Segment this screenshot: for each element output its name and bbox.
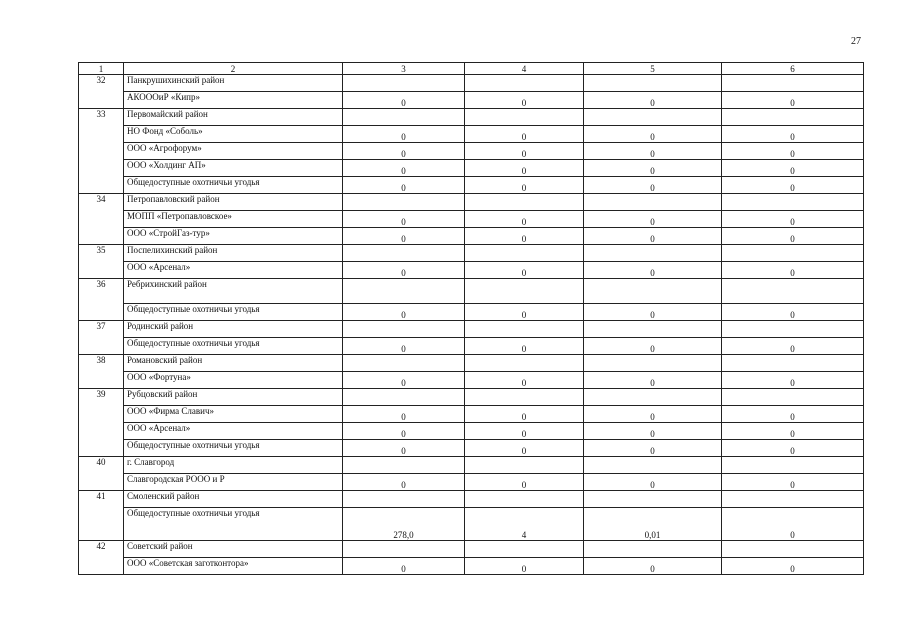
value-cell-col4: 0 bbox=[465, 211, 584, 228]
value-cell-col4: 0 bbox=[465, 304, 584, 321]
value-cell-col5: 0 bbox=[584, 160, 722, 177]
value-cell-col4: 0 bbox=[465, 474, 584, 491]
empty-cell bbox=[343, 245, 465, 262]
table-row bbox=[79, 177, 864, 194]
value-cell-col3: 0 bbox=[343, 92, 465, 109]
value-cell-col3: 0 bbox=[343, 423, 465, 440]
value-cell-col5: 0 bbox=[584, 440, 722, 457]
value-cell-col6: 0 bbox=[722, 126, 864, 143]
district-name: Советский район bbox=[124, 541, 343, 558]
header-cell: 1 bbox=[79, 63, 124, 75]
row-number: 32 bbox=[79, 75, 124, 109]
page-number: 27 bbox=[851, 36, 861, 47]
entity-name: ООО «Холдинг АП» bbox=[124, 160, 343, 177]
value-cell-col6: 0 bbox=[722, 474, 864, 491]
value-cell-col4: 0 bbox=[465, 262, 584, 279]
district-row bbox=[79, 194, 864, 211]
empty-cell bbox=[343, 279, 465, 304]
table-row bbox=[79, 262, 864, 279]
empty-cell bbox=[584, 491, 722, 508]
table-header-row bbox=[79, 63, 864, 75]
district-row bbox=[79, 355, 864, 372]
empty-cell bbox=[584, 389, 722, 406]
table-row bbox=[79, 558, 864, 575]
district-row bbox=[79, 279, 864, 304]
value-cell-col4: 0 bbox=[465, 228, 584, 245]
value-cell-col5: 0 bbox=[584, 423, 722, 440]
table-row bbox=[79, 228, 864, 245]
entity-name: НО Фонд «Соболь» bbox=[124, 126, 343, 143]
value-cell-col5: 0,01 bbox=[584, 508, 722, 541]
district-name: Родинский район bbox=[124, 321, 343, 338]
table-row bbox=[79, 211, 864, 228]
value-cell-col6: 0 bbox=[722, 177, 864, 194]
empty-cell bbox=[465, 279, 584, 304]
table-row bbox=[79, 508, 864, 541]
table-row bbox=[79, 474, 864, 491]
value-cell-col6: 0 bbox=[722, 143, 864, 160]
value-cell-col4: 0 bbox=[465, 160, 584, 177]
value-cell-col5: 0 bbox=[584, 304, 722, 321]
value-cell-col5: 0 bbox=[584, 92, 722, 109]
header-cell: 6 bbox=[722, 63, 864, 75]
empty-cell bbox=[465, 75, 584, 92]
empty-cell bbox=[722, 321, 864, 338]
value-cell-col5: 0 bbox=[584, 211, 722, 228]
value-cell-col6: 0 bbox=[722, 338, 864, 355]
value-cell-col3: 0 bbox=[343, 372, 465, 389]
value-cell-col5: 0 bbox=[584, 262, 722, 279]
value-cell-col6: 0 bbox=[722, 262, 864, 279]
header-cell: 5 bbox=[584, 63, 722, 75]
district-name: Рубцовский район bbox=[124, 389, 343, 406]
value-cell-col3: 0 bbox=[343, 440, 465, 457]
empty-cell bbox=[722, 109, 864, 126]
empty-cell bbox=[722, 541, 864, 558]
district-name: Панкрушихинский район bbox=[124, 75, 343, 92]
row-number: 42 bbox=[79, 541, 124, 575]
entity-name: ООО «Фирма Славич» bbox=[124, 406, 343, 423]
empty-cell bbox=[343, 75, 465, 92]
empty-cell bbox=[584, 75, 722, 92]
entity-name: ООО «СтройГаз-тур» bbox=[124, 228, 343, 245]
district-name: Поспелихинский район bbox=[124, 245, 343, 262]
entity-name: ООО «Агрофорум» bbox=[124, 143, 343, 160]
value-cell-col4: 0 bbox=[465, 126, 584, 143]
row-number: 36 bbox=[79, 279, 124, 321]
entity-name: Славгородская РООО и Р bbox=[124, 474, 343, 491]
district-name: г. Славгород bbox=[124, 457, 343, 474]
empty-cell bbox=[584, 109, 722, 126]
empty-cell bbox=[465, 245, 584, 262]
value-cell-col5: 0 bbox=[584, 338, 722, 355]
empty-cell bbox=[343, 355, 465, 372]
table-row bbox=[79, 160, 864, 177]
value-cell-col4: 4 bbox=[465, 508, 584, 541]
value-cell-col3: 0 bbox=[343, 474, 465, 491]
value-cell-col6: 0 bbox=[722, 372, 864, 389]
empty-cell bbox=[465, 194, 584, 211]
row-number: 37 bbox=[79, 321, 124, 355]
value-cell-col3: 0 bbox=[343, 126, 465, 143]
value-cell-col5: 0 bbox=[584, 143, 722, 160]
value-cell-col5: 0 bbox=[584, 558, 722, 575]
value-cell-col4: 0 bbox=[465, 558, 584, 575]
table-body bbox=[79, 75, 864, 575]
value-cell-col4: 0 bbox=[465, 440, 584, 457]
empty-cell bbox=[722, 279, 864, 304]
value-cell-col6: 0 bbox=[722, 558, 864, 575]
empty-cell bbox=[722, 245, 864, 262]
table-row bbox=[79, 143, 864, 160]
empty-cell bbox=[343, 321, 465, 338]
empty-cell bbox=[343, 491, 465, 508]
empty-cell bbox=[343, 194, 465, 211]
empty-cell bbox=[465, 541, 584, 558]
empty-cell bbox=[722, 389, 864, 406]
empty-cell bbox=[722, 491, 864, 508]
district-row bbox=[79, 491, 864, 508]
empty-cell bbox=[584, 355, 722, 372]
table-row bbox=[79, 92, 864, 109]
district-row bbox=[79, 541, 864, 558]
row-number: 34 bbox=[79, 194, 124, 245]
district-row bbox=[79, 245, 864, 262]
value-cell-col4: 0 bbox=[465, 423, 584, 440]
empty-cell bbox=[465, 457, 584, 474]
value-cell-col6: 0 bbox=[722, 508, 864, 541]
empty-cell bbox=[343, 541, 465, 558]
empty-cell bbox=[465, 491, 584, 508]
value-cell-col5: 0 bbox=[584, 474, 722, 491]
row-number: 35 bbox=[79, 245, 124, 279]
value-cell-col3: 0 bbox=[343, 211, 465, 228]
entity-name: Общедоступные охотничьи угодья bbox=[124, 440, 343, 457]
value-cell-col6: 0 bbox=[722, 92, 864, 109]
district-row bbox=[79, 457, 864, 474]
value-cell-col4: 0 bbox=[465, 92, 584, 109]
empty-cell bbox=[722, 75, 864, 92]
value-cell-col3: 0 bbox=[343, 228, 465, 245]
value-cell-col4: 0 bbox=[465, 177, 584, 194]
entity-name: ООО «Советская заготконтора» bbox=[124, 558, 343, 575]
empty-cell bbox=[465, 355, 584, 372]
entity-name: Общедоступные охотничьи угодья bbox=[124, 177, 343, 194]
empty-cell bbox=[584, 457, 722, 474]
empty-cell bbox=[722, 194, 864, 211]
row-number: 40 bbox=[79, 457, 124, 491]
table-row bbox=[79, 406, 864, 423]
value-cell-col5: 0 bbox=[584, 228, 722, 245]
entity-name: ООО «Арсенал» bbox=[124, 262, 343, 279]
empty-cell bbox=[584, 279, 722, 304]
row-number: 33 bbox=[79, 109, 124, 194]
value-cell-col6: 0 bbox=[722, 160, 864, 177]
value-cell-col6: 0 bbox=[722, 304, 864, 321]
data-table bbox=[78, 62, 864, 575]
district-name: Первомайский район bbox=[124, 109, 343, 126]
table-row bbox=[79, 440, 864, 457]
empty-cell bbox=[343, 109, 465, 126]
entity-name: ООО «Фортуна» bbox=[124, 372, 343, 389]
value-cell-col3: 278,0 bbox=[343, 508, 465, 541]
value-cell-col3: 0 bbox=[343, 304, 465, 321]
empty-cell bbox=[584, 321, 722, 338]
entity-name: Общедоступные охотничьи угодья bbox=[124, 338, 343, 355]
header-cell: 4 bbox=[465, 63, 584, 75]
value-cell-col3: 0 bbox=[343, 262, 465, 279]
value-cell-col6: 0 bbox=[722, 406, 864, 423]
value-cell-col4: 0 bbox=[465, 338, 584, 355]
value-cell-col4: 0 bbox=[465, 406, 584, 423]
empty-cell bbox=[584, 245, 722, 262]
empty-cell bbox=[722, 457, 864, 474]
empty-cell bbox=[343, 389, 465, 406]
row-number: 38 bbox=[79, 355, 124, 389]
value-cell-col4: 0 bbox=[465, 143, 584, 160]
district-name: Смоленский район bbox=[124, 491, 343, 508]
entity-name: ООО «Арсенал» bbox=[124, 423, 343, 440]
table-row bbox=[79, 372, 864, 389]
district-name: Романовский район bbox=[124, 355, 343, 372]
value-cell-col6: 0 bbox=[722, 423, 864, 440]
table-row bbox=[79, 126, 864, 143]
row-number: 39 bbox=[79, 389, 124, 457]
empty-cell bbox=[343, 457, 465, 474]
empty-cell bbox=[465, 109, 584, 126]
district-row bbox=[79, 321, 864, 338]
value-cell-col6: 0 bbox=[722, 228, 864, 245]
table-row bbox=[79, 338, 864, 355]
empty-cell bbox=[584, 541, 722, 558]
value-cell-col3: 0 bbox=[343, 177, 465, 194]
row-number: 41 bbox=[79, 491, 124, 541]
empty-cell bbox=[465, 389, 584, 406]
entity-name: Общедоступные охотничьи угодья bbox=[124, 304, 343, 321]
header-cell: 3 bbox=[343, 63, 465, 75]
district-row bbox=[79, 75, 864, 92]
value-cell-col5: 0 bbox=[584, 372, 722, 389]
value-cell-col5: 0 bbox=[584, 177, 722, 194]
value-cell-col3: 0 bbox=[343, 338, 465, 355]
district-row bbox=[79, 389, 864, 406]
entity-name: МОПП «Петропавловское» bbox=[124, 211, 343, 228]
district-name: Ребрихинский район bbox=[124, 279, 343, 304]
entity-name: Общедоступные охотничьи угодья bbox=[124, 508, 343, 541]
value-cell-col5: 0 bbox=[584, 126, 722, 143]
empty-cell bbox=[722, 355, 864, 372]
value-cell-col5: 0 bbox=[584, 406, 722, 423]
value-cell-col3: 0 bbox=[343, 160, 465, 177]
value-cell-col6: 0 bbox=[722, 211, 864, 228]
empty-cell bbox=[584, 194, 722, 211]
table-row bbox=[79, 423, 864, 440]
value-cell-col3: 0 bbox=[343, 558, 465, 575]
table-row bbox=[79, 304, 864, 321]
district-row bbox=[79, 109, 864, 126]
header-cell: 2 bbox=[124, 63, 343, 75]
value-cell-col4: 0 bbox=[465, 372, 584, 389]
entity-name: АКОООиР «Кипр» bbox=[124, 92, 343, 109]
value-cell-col6: 0 bbox=[722, 440, 864, 457]
empty-cell bbox=[465, 321, 584, 338]
value-cell-col3: 0 bbox=[343, 406, 465, 423]
value-cell-col3: 0 bbox=[343, 143, 465, 160]
district-name: Петропавловский район bbox=[124, 194, 343, 211]
